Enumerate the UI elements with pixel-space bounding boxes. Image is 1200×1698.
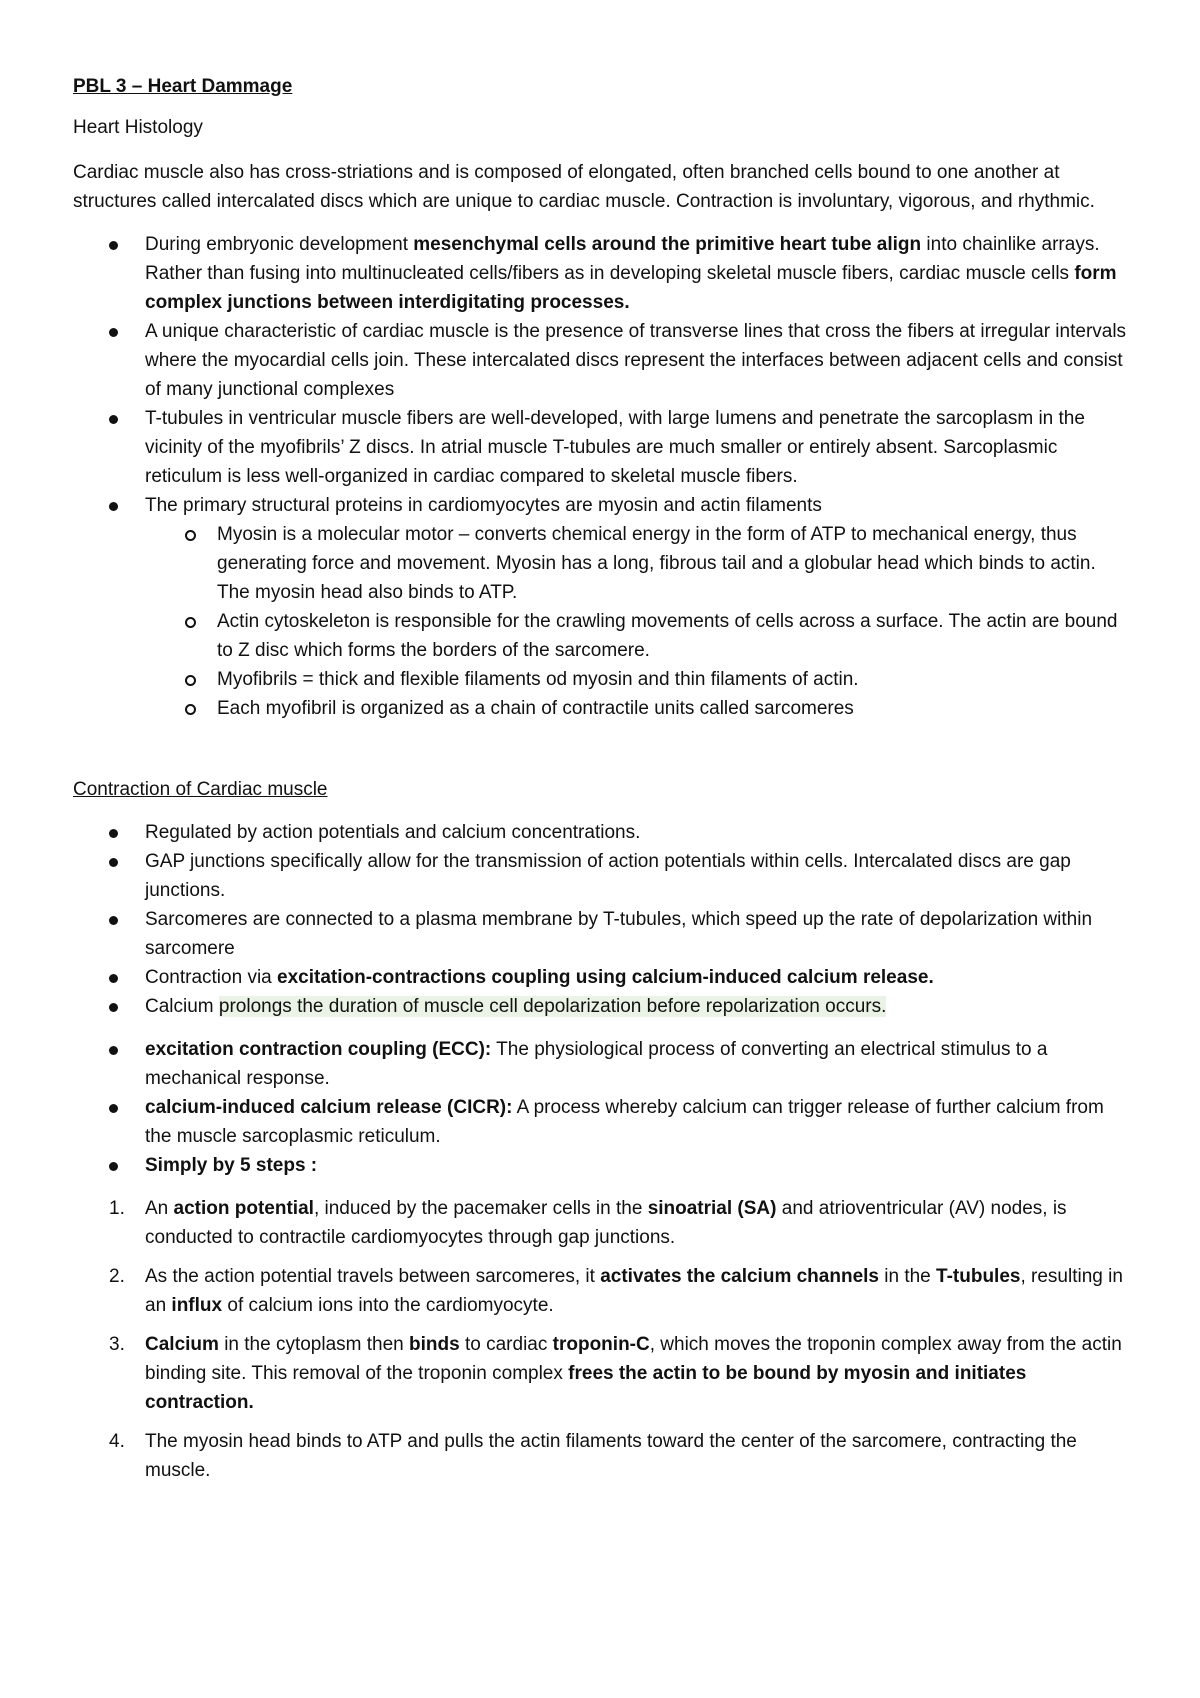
list-item: Contraction via excitation-contractions coupling using calcium-induced calcium release.	[73, 963, 1133, 992]
circle-bullet-icon	[185, 704, 196, 715]
bullet-icon	[109, 241, 118, 250]
bullet-icon	[109, 502, 118, 511]
section-subtitle: Heart Histology	[73, 117, 203, 138]
step-number: 3.	[109, 1334, 125, 1355]
sub-list-item: Myosin is a molecular motor – converts chemical energy in the form of ATP to mechanical energy, thus generating force and movement. Myosin has a long, fibrous tail and a globular head which binds to actin. The myosin head also binds to ATP.	[73, 520, 1133, 607]
section-heading: Contraction of Cardiac muscle	[73, 779, 328, 800]
document-body	[73, 72, 1133, 1495]
highlighted-text: prolongs the duration of muscle cell depolarization before repolarization occurs.	[218, 996, 887, 1017]
contraction-bullet-list	[73, 818, 1133, 1021]
bullet-icon	[109, 1104, 118, 1113]
list-item: Calcium prolongs the duration of muscle cell depolarization before repolarization occurs.	[73, 992, 1133, 1021]
list-item: Regulated by action potentials and calcium concentrations.	[73, 818, 1133, 847]
bullet-icon	[109, 328, 118, 337]
list-item: excitation contraction coupling (ECC): The physiological process of converting an electrical stimulus to a mechanical response.	[73, 1035, 1133, 1093]
circle-bullet-icon	[185, 530, 196, 541]
bullet-icon	[109, 415, 118, 424]
bullet-icon	[109, 1162, 118, 1171]
list-item: calcium-induced calcium release (CICR): A process whereby calcium can trigger release of further calcium from the muscle sarcoplasmic reticulum.	[73, 1093, 1133, 1151]
list-item: During embryonic development mesenchymal cells around the primitive heart tube align into chainlike arrays. Rather than fusing into multinucleated cells/fibers as in developing skeletal muscle fibers, cardiac muscle cells form complex junctions between interdigitating processes.	[73, 230, 1133, 317]
sub-list-item: Actin cytoskeleton is responsible for the crawling movements of cells across a surface. The actin are bound to Z disc which forms the borders of the sarcomere.	[73, 607, 1133, 665]
bullet-icon	[109, 858, 118, 867]
step-item: 4. The myosin head binds to ATP and pulls the actin filaments toward the center of the sarcomere, contracting the muscle.	[73, 1427, 1133, 1485]
bullet-icon	[109, 916, 118, 925]
bullet-icon	[109, 974, 118, 983]
definition-bullet-list	[73, 1035, 1133, 1180]
list-item: The primary structural proteins in cardiomyocytes are myosin and actin filaments Myosin is a molecular motor – converts chemical energy in the form of ATP to mechanical energy, thus generating force and movement. Myosin has a long, fibrous tail and a globular head which binds to actin. The myosin head also binds to ATP. Actin cytoskeleton is responsible for the crawling movements of cells across a surface. The actin are bound to Z disc which forms the borders of the sarcomere. Myofibrils = thick and flexible filaments od myosin and thin filaments of actin. Each myofibril is organized as a chain of contractile units called sarcomeres	[73, 491, 1133, 723]
intro-paragraph: Cardiac muscle also has cross-striations and is composed of elongated, often branched cells bound to one another at structures called intercalated discs which are unique to cardiac muscle. Contraction is involuntary, vigorous, and rhythmic.	[73, 162, 1095, 212]
step-item: 2. As the action potential travels between sarcomeres, it activates the calcium channels in the T-tubules, resulting in an influx of calcium ions into the cardiomyocyte.	[73, 1262, 1133, 1320]
step-number: 4.	[109, 1431, 125, 1452]
histology-bullet-list	[73, 230, 1133, 723]
list-item: GAP junctions specifically allow for the transmission of action potentials within cells. Intercalated discs are gap junctions.	[73, 847, 1133, 905]
circle-bullet-icon	[185, 617, 196, 628]
sub-list-item: Each myofibril is organized as a chain of contractile units called sarcomeres	[73, 694, 1133, 723]
bullet-icon	[109, 829, 118, 838]
step-number: 1.	[109, 1198, 125, 1219]
page-title: PBL 3 – Heart Dammage	[73, 76, 293, 97]
steps-numbered-list	[73, 1194, 1133, 1485]
bullet-icon	[109, 1003, 118, 1012]
circle-bullet-icon	[185, 675, 196, 686]
list-item: Sarcomeres are connected to a plasma membrane by T-tubules, which speed up the rate of depolarization within sarcomere	[73, 905, 1133, 963]
step-item: 1. An action potential, induced by the pacemaker cells in the sinoatrial (SA) and atrioventricular (AV) nodes, is conducted to contractile cardiomyocytes through gap junctions.	[73, 1194, 1133, 1252]
bullet-icon	[109, 1046, 118, 1055]
step-number: 2.	[109, 1266, 125, 1287]
step-item: 3. Calcium in the cytoplasm then binds to cardiac troponin-C, which moves the troponin complex away from the actin binding site. This removal of the troponin complex frees the actin to be bound by myosin and initiates contraction.	[73, 1330, 1133, 1417]
protein-sub-list	[73, 520, 1133, 723]
list-item: Simply by 5 steps :	[73, 1151, 1133, 1180]
sub-list-item: Myofibrils = thick and flexible filaments od myosin and thin filaments of actin.	[73, 665, 1133, 694]
list-item: T-tubules in ventricular muscle fibers are well-developed, with large lumens and penetrate the sarcoplasm in the vicinity of the myofibrils’ Z discs. In atrial muscle T-tubules are much smaller or entirely absent. Sarcoplasmic reticulum is less well-organized in cardiac compared to skeletal muscle fibers.	[73, 404, 1133, 491]
list-item: A unique characteristic of cardiac muscle is the presence of transverse lines that cross the fibers at irregular intervals where the myocardial cells join. These intercalated discs represent the interfaces between adjacent cells and consist of many junctional complexes	[73, 317, 1133, 404]
